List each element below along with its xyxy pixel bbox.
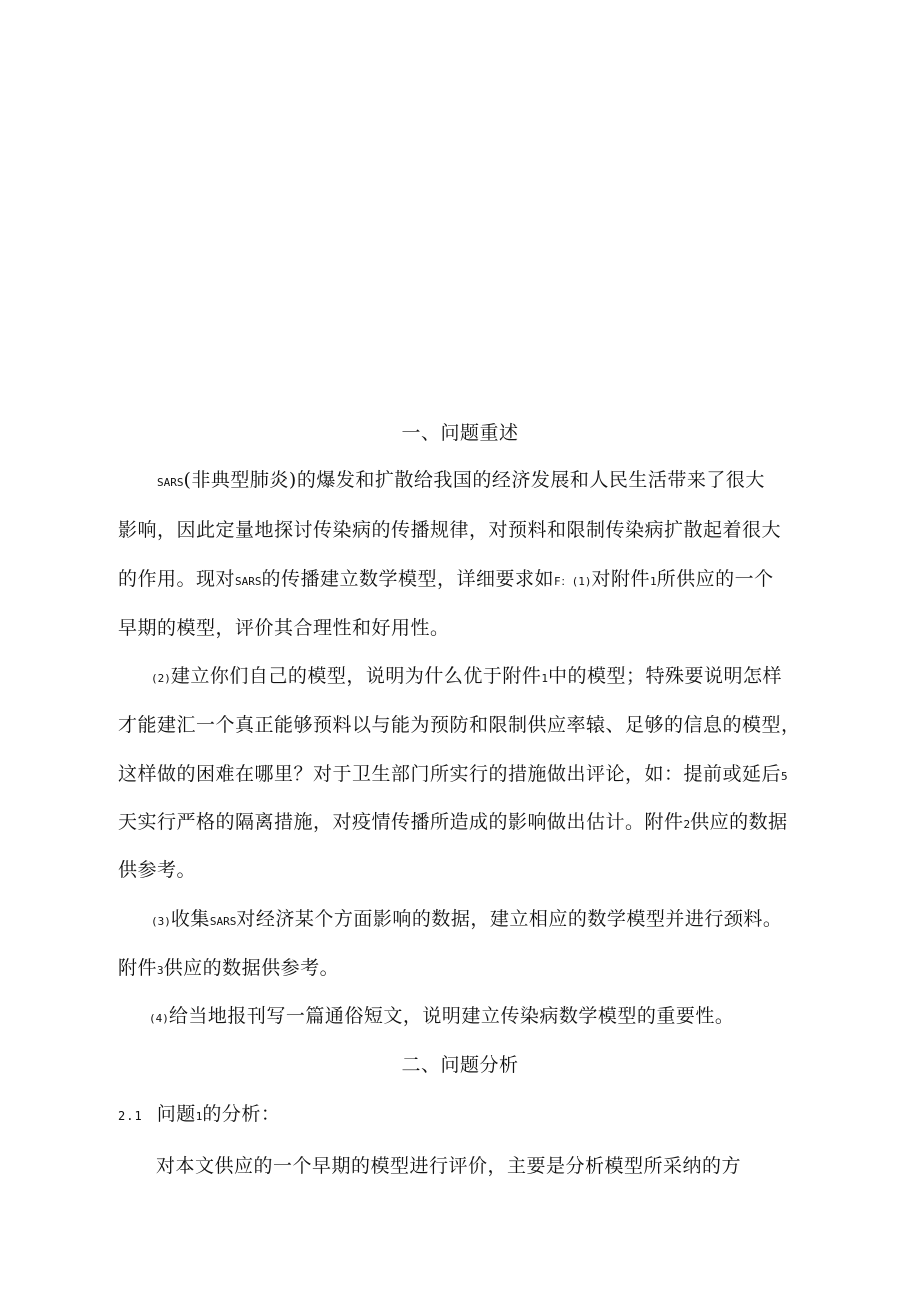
section-heading-problem-analysis: 二、问题分析 — [401, 1054, 519, 1076]
text-run: 给当地报刊写一篇通俗短文，说明建立传染病数学模型的重要性。 — [168, 1005, 735, 1027]
paragraph-line: 对本文供应的一个早期的模型进行评价，主要是分析模型所采纳的方 — [156, 1155, 742, 1177]
inline-term: 5 — [781, 770, 788, 783]
text-run: 建立你们自己的模型，说明为什么优于附件 — [170, 665, 542, 687]
paragraph-line: 供参考。 — [118, 859, 197, 881]
paragraph-line — [118, 810, 788, 837]
text-run: 天实行严格的隔离措施，对疫情传播所造成的影响做出估计。附件 — [118, 811, 684, 833]
text-run: 对经济某个方面影响的数据，建立相应的数学模型并进行颈料。 — [236, 908, 783, 930]
inline-term: 1 — [650, 575, 657, 588]
text-run: 收集 — [170, 908, 210, 930]
text-run: 对附件 — [591, 568, 651, 590]
paragraph-line: 影响，因此定量地探讨传染病的传播规律，对预料和限制传染病扩散起着很大 — [118, 519, 782, 541]
text-run: 附件 — [118, 957, 158, 979]
text-run: 的分析： — [202, 1103, 281, 1125]
text-run: 这样做的困难在哪里？对于卫生部门所实行的措施做出评论，如：提前或延后 — [118, 763, 782, 785]
text-run: 供应的数据 — [690, 811, 788, 833]
inline-term: SARS — [235, 575, 262, 588]
paragraph-line: 才能建汇一个真正能够预料以与能为预防和限制供应率辕、足够的信息的模型， — [118, 714, 801, 736]
section-heading-problem-restatement: 一、问题重述 — [401, 422, 519, 444]
inline-term: 1 — [541, 672, 549, 685]
inline-term: SARS — [209, 915, 237, 928]
text-run: 的作用。现对 — [118, 568, 236, 590]
text-run: 问题 — [156, 1103, 196, 1125]
text-run: 中的模型；特殊要说明怎样 — [548, 665, 783, 687]
paragraph-line: 早期的模型，评价其合理性和好用性。 — [118, 617, 450, 639]
inline-term: SARS — [157, 476, 184, 489]
inline-term: 2 — [683, 818, 691, 831]
text-run: 所供应的一个 — [656, 568, 774, 590]
paragraph-line — [118, 567, 774, 594]
paragraph-line — [118, 762, 788, 789]
text-run: 的传播建立数学模型，详细要求如 — [261, 568, 555, 590]
paragraph-line — [151, 664, 782, 691]
inline-term: F：(1) — [554, 575, 592, 588]
paragraph-line — [151, 907, 782, 934]
inline-term: 3 — [157, 964, 164, 977]
inline-term: (4) — [149, 1012, 169, 1025]
paragraph-line — [157, 468, 765, 495]
subsection-heading — [118, 1102, 280, 1129]
text-run: 供应的数据供参考。 — [163, 957, 340, 979]
inline-term: 1 — [195, 1110, 203, 1123]
paragraph-line — [149, 1004, 734, 1031]
paragraph-line — [118, 956, 339, 983]
text-run: (非典型肺炎)的爆发和扩散给我国的经济发展和人民生活带来了很大 — [183, 469, 765, 491]
inline-term: (3) — [151, 915, 171, 928]
section-number: 2.1 — [118, 1109, 143, 1123]
inline-term: (2) — [151, 672, 171, 685]
